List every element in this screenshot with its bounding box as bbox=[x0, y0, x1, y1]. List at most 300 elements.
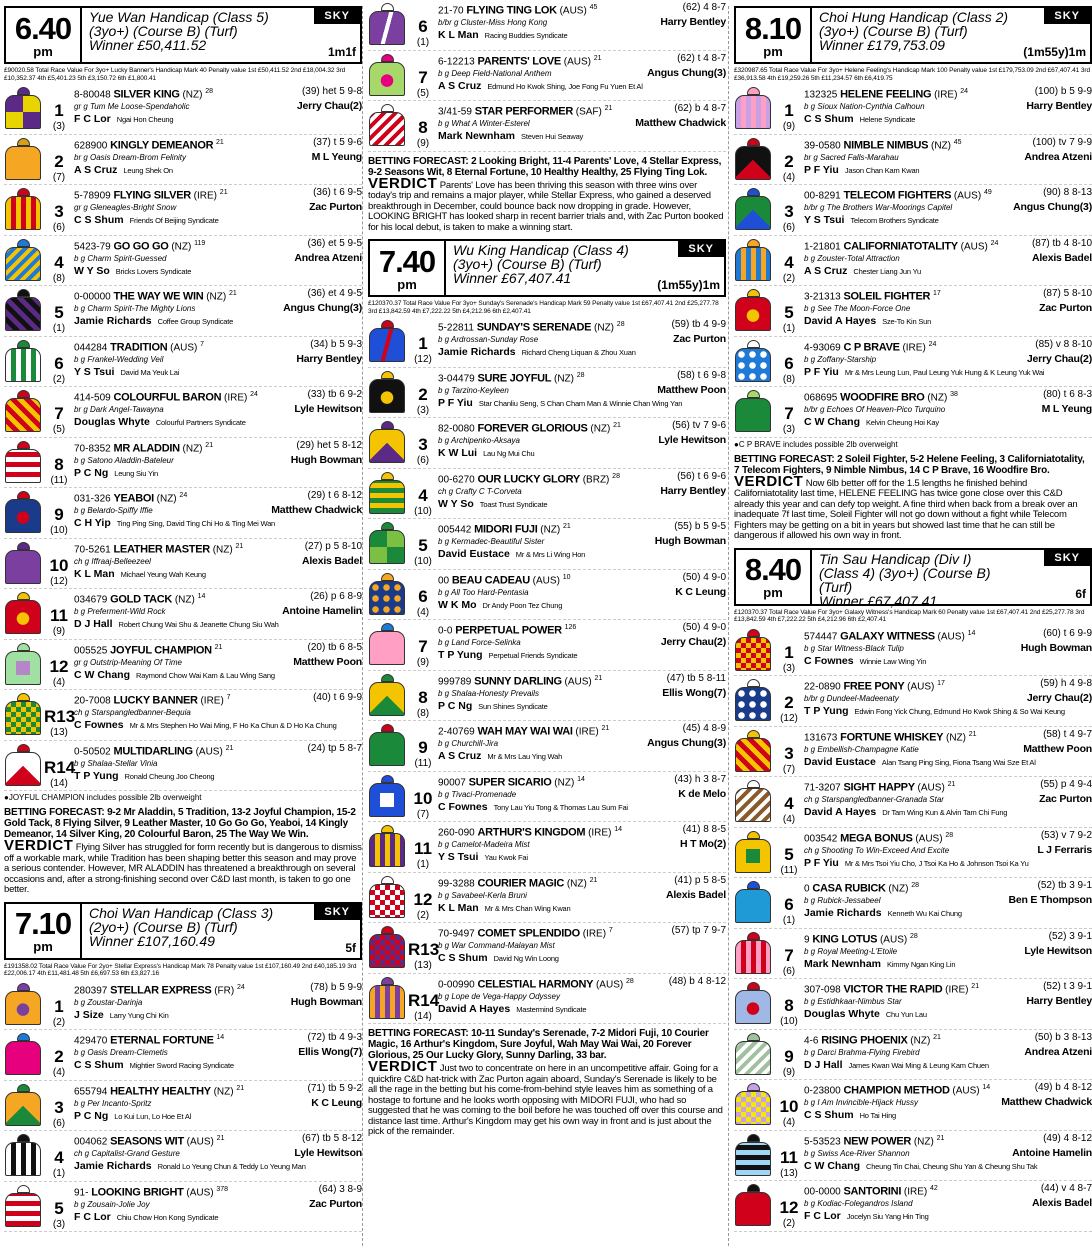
horse-suffix: (NZ) bbox=[182, 89, 203, 101]
horse-name[interactable]: WOODFIRE BRO bbox=[840, 391, 925, 404]
runner-trainer: Jamie Richards bbox=[74, 1160, 152, 1173]
silk-cap bbox=[747, 932, 760, 940]
horse-suffix: (IRE) bbox=[200, 695, 224, 707]
runner-row[interactable] bbox=[4, 589, 362, 640]
silk-icon bbox=[368, 371, 406, 415]
horse-name[interactable]: ARTHUR'S KINGDOM bbox=[477, 826, 586, 839]
runner-draw: (4) bbox=[782, 814, 796, 825]
horse-wins: 24 bbox=[179, 492, 188, 499]
runner-number-col bbox=[774, 1082, 804, 1128]
horse-name[interactable]: MR ALADDIN bbox=[113, 441, 180, 454]
horse-name[interactable]: C P BRAVE bbox=[843, 340, 900, 353]
horse-name[interactable]: COMET SPLENDIDO bbox=[477, 927, 580, 940]
silk-icon bbox=[368, 775, 406, 819]
horse-name[interactable]: VICTOR THE RAPID bbox=[843, 983, 943, 996]
runner-form: 628900 bbox=[74, 139, 108, 151]
runner-row[interactable] bbox=[734, 286, 1092, 337]
runner-row[interactable] bbox=[734, 337, 1092, 388]
runner-pedigree: b g Land Force-Selinka bbox=[438, 638, 521, 648]
silk-icon bbox=[368, 926, 406, 970]
runner-row[interactable] bbox=[734, 727, 1092, 778]
horse-name[interactable]: COLOURFUL BARON bbox=[113, 391, 222, 404]
horse-name[interactable]: FLYING TING LOK bbox=[466, 4, 557, 17]
runner-row[interactable] bbox=[734, 387, 1092, 438]
runner-draw: (2) bbox=[782, 1218, 796, 1229]
runner-rating: (57) bbox=[671, 925, 690, 936]
runner-row[interactable] bbox=[4, 741, 362, 792]
runner-line3 bbox=[438, 749, 726, 764]
runner-jockey: Lyle Hewitson bbox=[1024, 944, 1092, 957]
runner-form: 003542 bbox=[804, 832, 838, 844]
runner-row[interactable] bbox=[368, 923, 726, 974]
runner-number-col bbox=[774, 779, 804, 825]
runner-number-col bbox=[44, 1133, 74, 1179]
runner-row[interactable] bbox=[4, 286, 362, 337]
horse-wins: 45 bbox=[953, 138, 962, 146]
race-r740 bbox=[368, 239, 726, 1138]
runner-info bbox=[74, 1131, 362, 1174]
horse-name[interactable]: SILVER KING bbox=[113, 88, 180, 101]
runner-jockey: Lyle Hewitson bbox=[294, 1147, 362, 1160]
runner-age: et 5 bbox=[328, 237, 345, 249]
runner-row[interactable] bbox=[4, 1131, 362, 1182]
silk-icon bbox=[734, 982, 772, 1026]
horse-name[interactable]: CALIFORNIATOTALITY bbox=[843, 239, 958, 252]
runner-age: b 5 bbox=[330, 338, 345, 350]
runner-row[interactable] bbox=[368, 772, 726, 823]
runner-line3 bbox=[804, 755, 1092, 770]
runner-number-col bbox=[408, 420, 438, 466]
runner-owner: Leung Shek On bbox=[123, 165, 173, 175]
horse-name[interactable]: LEATHER MASTER bbox=[113, 542, 210, 555]
runner-line1 bbox=[74, 137, 362, 152]
runner-trainer: P F Yiu bbox=[438, 396, 473, 409]
rating-age-weight bbox=[1040, 779, 1092, 794]
runner-form: 4-6 bbox=[804, 1034, 819, 1046]
runner-row[interactable] bbox=[734, 1181, 1092, 1232]
horse-name[interactable]: SUPER SICARIO bbox=[468, 775, 552, 788]
runner-form: 22-0890 bbox=[804, 681, 841, 693]
runner-number: 7 bbox=[418, 637, 428, 656]
runner-line1 bbox=[804, 1082, 1092, 1097]
silk-icon bbox=[734, 1033, 772, 1077]
runner-number: 12 bbox=[49, 656, 69, 676]
runner-row[interactable] bbox=[4, 185, 362, 236]
runner-rating: (50) bbox=[682, 571, 701, 583]
rating-age-weight bbox=[1041, 830, 1092, 845]
horse-name[interactable]: RISING PHOENIX bbox=[821, 1033, 908, 1046]
runner-number-col bbox=[44, 440, 74, 486]
horse-name[interactable]: STAR PERFORMER bbox=[474, 105, 573, 118]
horse-name[interactable]: CELESTIAL HARMONY bbox=[477, 977, 594, 990]
horse-name[interactable]: FLYING SILVER bbox=[113, 189, 191, 202]
silk-cap bbox=[381, 104, 394, 112]
runner-pedigree: b g Rubick-Jessabeel bbox=[804, 896, 881, 906]
runner-line1 bbox=[804, 931, 1092, 946]
runner-info bbox=[804, 929, 1092, 972]
horse-name[interactable]: NIMBLE NIMBUS bbox=[843, 138, 929, 151]
rating-age-weight bbox=[1043, 628, 1092, 643]
horse-wins: 17 bbox=[937, 680, 945, 687]
horse-name[interactable]: TRADITION bbox=[110, 340, 168, 353]
runner-rating: (87) bbox=[1031, 237, 1050, 249]
runner-number: 5 bbox=[54, 303, 64, 322]
runner-row[interactable] bbox=[734, 878, 1092, 929]
runner-draw: (13) bbox=[414, 960, 432, 971]
runner-weight: 9-5 bbox=[347, 187, 362, 198]
runner-line3 bbox=[74, 415, 362, 430]
runner-draw: (1) bbox=[52, 323, 66, 334]
runner-row[interactable] bbox=[4, 1081, 362, 1132]
runner-number-col bbox=[408, 53, 438, 99]
silk-body bbox=[5, 752, 41, 786]
runner-row[interactable] bbox=[368, 671, 726, 722]
runner-line1 bbox=[438, 723, 726, 738]
horse-suffix: (NZ) bbox=[594, 322, 615, 334]
rating-age-weight bbox=[1035, 1032, 1092, 1047]
silk-cap bbox=[747, 1184, 760, 1192]
runner-form: 00 bbox=[438, 574, 450, 586]
horse-name[interactable]: HEALTHY HEALTHY bbox=[110, 1084, 211, 1097]
horse-name[interactable]: ETERNAL FORTUNE bbox=[110, 1034, 214, 1047]
runner-form: 9 bbox=[804, 933, 810, 945]
runner-line2 bbox=[804, 794, 1092, 805]
runner-row[interactable] bbox=[368, 0, 726, 51]
runner-pedigree: b g Frankel-Wedding Veil bbox=[74, 354, 164, 364]
runner-draw: (6) bbox=[782, 222, 796, 233]
runner-row[interactable] bbox=[368, 974, 726, 1025]
runner-line3 bbox=[804, 906, 1092, 921]
silk-icon bbox=[734, 340, 772, 384]
horse-name[interactable]: NEW POWER bbox=[843, 1134, 912, 1147]
horse-name[interactable]: GO GO GO bbox=[113, 239, 169, 252]
horse-name[interactable]: SUNNY DARLING bbox=[474, 674, 562, 687]
runner-info bbox=[438, 519, 726, 562]
runner-number-col bbox=[44, 1032, 74, 1078]
horse-name[interactable]: THE WAY WE WIN bbox=[113, 290, 204, 303]
runner-rating: (59) bbox=[1040, 678, 1059, 689]
runner-info bbox=[438, 923, 726, 966]
horse-name[interactable]: SEASONS WIT bbox=[110, 1135, 184, 1148]
runner-owner: Steven Hui Seaway bbox=[521, 132, 584, 142]
silk-icon bbox=[4, 542, 42, 586]
runner-row[interactable] bbox=[368, 469, 726, 520]
runner-line2 bbox=[74, 253, 362, 264]
horse-name[interactable]: CASA RUBICK bbox=[812, 882, 886, 895]
runner-owner: Ho Tai Hing bbox=[859, 1111, 897, 1121]
runner-row[interactable] bbox=[4, 387, 362, 438]
runner-jockey: Harry Bentley bbox=[296, 352, 362, 365]
horse-name[interactable]: SOLEIL FIGHTER bbox=[843, 290, 931, 303]
runner-row[interactable] bbox=[4, 135, 362, 186]
runner-number: 10 bbox=[413, 788, 433, 808]
horse-name[interactable]: SIGHT HAPPY bbox=[843, 781, 915, 794]
runner-row[interactable] bbox=[4, 690, 362, 741]
runner-pedigree: gr g Tum Me Loose-Spendaholic bbox=[74, 102, 190, 112]
runner-row[interactable] bbox=[734, 84, 1092, 135]
runner-rating: (72) bbox=[307, 1032, 326, 1043]
silk-cap bbox=[17, 1134, 30, 1142]
race-subtitle: (3yo+) (Course B) (Turf) bbox=[89, 23, 238, 39]
horse-name[interactable]: STELLAR EXPRESS bbox=[110, 983, 212, 996]
rating-age-weight bbox=[1043, 1133, 1092, 1148]
runner-pedigree: b g Per Incanto-Spritz bbox=[74, 1098, 152, 1108]
silk-body bbox=[369, 884, 405, 918]
silk-cap bbox=[17, 693, 30, 701]
runner-row[interactable] bbox=[368, 101, 726, 152]
runner-owner: Mr & Mrs Chan Wing Kwan bbox=[484, 903, 571, 913]
horse-name[interactable]: LOOKING BRIGHT bbox=[91, 1185, 184, 1198]
horse-suffix: (NZ) bbox=[554, 776, 575, 788]
silk-cap bbox=[17, 1185, 30, 1193]
runner-draw: (4) bbox=[782, 1117, 796, 1128]
runner-trainer: A S Cruz bbox=[438, 79, 482, 92]
silk-cap bbox=[17, 1084, 30, 1092]
runner-number-col bbox=[408, 319, 438, 365]
runner-line1 bbox=[804, 981, 1092, 996]
horse-name[interactable]: SUNDAY'S SERENADE bbox=[476, 321, 592, 334]
silk-body bbox=[735, 398, 771, 432]
runner-weight: 9-8 bbox=[1077, 678, 1092, 689]
runner-owner: Star Chanliu Seng, S Chan Cham Man & Winnie Chan Wing Yan bbox=[478, 398, 683, 408]
horse-name[interactable]: LUCKY BANNER bbox=[113, 694, 198, 707]
runner-owner: Larry Yung Chi Kin bbox=[109, 1010, 169, 1020]
runner-row[interactable] bbox=[368, 873, 726, 924]
runner-rating: (49) bbox=[1034, 1082, 1053, 1093]
rating-age-weight bbox=[1032, 238, 1092, 253]
runner-line2 bbox=[804, 1097, 1092, 1108]
runner-row[interactable] bbox=[368, 368, 726, 419]
runner-row[interactable] bbox=[4, 1182, 362, 1233]
runner-row[interactable] bbox=[4, 337, 362, 388]
horse-name[interactable]: WAH MAY WAI WAI bbox=[477, 725, 573, 738]
silk-cap bbox=[747, 87, 760, 95]
runner-row[interactable] bbox=[734, 185, 1092, 236]
rating-age-weight bbox=[302, 86, 362, 101]
runner-line1 bbox=[804, 628, 1092, 643]
runner-line1 bbox=[804, 830, 1092, 845]
runner-line2 bbox=[438, 536, 726, 547]
runner-draw: (11) bbox=[780, 864, 798, 876]
runner-owner: Dr Andy Poon Tez Chung bbox=[482, 600, 563, 610]
race-time-pm: pm bbox=[397, 276, 417, 292]
runner-row[interactable] bbox=[734, 236, 1092, 287]
verdict-text: Just two to concentrate on here in an uncompetitive affair. Going for a quickfire C&D hat-trick with Zac Purton again aboard, Sunday's Serenade is likely to be all the rage in the betting but his come-from-behind style leaves him as something of a hostage to fortune and he looks worth opposing with MIDORI FUJI, who had so suggested that he was coming to the boil before he was touched off over this course and distance last time. Arthur's Kingdom may get his own way in front and is just about the pick of the remainder. bbox=[368, 1063, 723, 1137]
runner-line3 bbox=[804, 314, 1092, 329]
runner-info bbox=[804, 727, 1092, 770]
horse-name[interactable]: SURE JOYFUL bbox=[477, 371, 552, 384]
horse-name[interactable]: KINGLY DEMEANOR bbox=[110, 138, 214, 151]
runner-line3 bbox=[438, 800, 726, 815]
runner-line3 bbox=[438, 1002, 726, 1017]
runner-row[interactable] bbox=[734, 777, 1092, 828]
rating-age-weight bbox=[302, 1133, 362, 1148]
runner-line2 bbox=[804, 404, 1092, 415]
runner-weight: 8-10 bbox=[1071, 237, 1092, 249]
runner-row[interactable] bbox=[368, 51, 726, 102]
runner-row[interactable] bbox=[4, 236, 362, 287]
runner-row[interactable] bbox=[4, 980, 362, 1031]
rating-age-weight bbox=[308, 288, 363, 303]
runner-number: 6 bbox=[418, 586, 428, 606]
runner-number-col bbox=[774, 628, 804, 674]
runner-line1 bbox=[804, 729, 1092, 744]
runner-form: 068695 bbox=[804, 392, 838, 404]
runner-row[interactable] bbox=[734, 1030, 1092, 1081]
horse-name[interactable]: MEGA BONUS bbox=[840, 831, 913, 844]
horse-name[interactable]: HELENE FEELING bbox=[840, 88, 932, 101]
runner-weight: 8-12 bbox=[705, 975, 726, 987]
runner-jockey: K C Leung bbox=[675, 585, 726, 598]
runner-form: 655794 bbox=[74, 1085, 108, 1097]
horse-name[interactable]: SANTORINI bbox=[843, 1185, 902, 1198]
runner-row[interactable] bbox=[4, 539, 362, 590]
runner-pedigree: b g Tarzino-Keyleen bbox=[438, 385, 509, 395]
runner-pedigree: b g Zoffany-Starship bbox=[804, 354, 877, 364]
runner-number: 3 bbox=[54, 1097, 64, 1117]
runner-form: 8-80048 bbox=[74, 89, 111, 101]
runner-row[interactable] bbox=[368, 317, 726, 368]
runner-age: t 6 bbox=[328, 490, 340, 501]
runner-form: 90007 bbox=[438, 776, 466, 788]
runner-row[interactable] bbox=[4, 640, 362, 691]
race-info bbox=[446, 241, 724, 295]
runner-row[interactable] bbox=[734, 929, 1092, 980]
silk-body bbox=[369, 11, 405, 45]
verdict-label: VERDICT bbox=[734, 472, 804, 490]
runner-owner: Mr & Mrs Tsoi Yiu Cho, J Tsoi Ka Ho & Johnson Tsoi Ka Yu bbox=[844, 858, 1029, 868]
runner-row[interactable] bbox=[368, 822, 726, 873]
silk-body bbox=[735, 738, 771, 772]
silk-icon bbox=[4, 744, 42, 788]
runner-trainer: K W Lui bbox=[438, 447, 478, 460]
runner-number: 2 bbox=[54, 151, 64, 171]
horse-name[interactable]: PARENTS' LOVE bbox=[477, 54, 561, 67]
runner-pedigree: b g Satono Aladdin-Bateleur bbox=[74, 455, 174, 465]
horse-wins: 10 bbox=[562, 573, 571, 581]
runner-line1 bbox=[438, 420, 726, 435]
runner-rating: (78) bbox=[310, 981, 329, 993]
horse-name[interactable]: COURIER MAGIC bbox=[477, 876, 565, 889]
runner-row[interactable] bbox=[734, 626, 1092, 677]
race-note: ●JOYFUL CHAMPION includes possible 2lb overweight bbox=[4, 793, 202, 802]
horse-name[interactable]: OUR LUCKY GLORY bbox=[477, 472, 580, 485]
runner-line1 bbox=[74, 1032, 362, 1047]
runner-row[interactable] bbox=[368, 721, 726, 772]
runner-pedigree: b g Churchill-Jira bbox=[438, 739, 499, 749]
rating-age-weight bbox=[683, 824, 726, 839]
runner-draw: (11) bbox=[50, 474, 68, 486]
horse-name[interactable]: GOLD TACK bbox=[110, 593, 173, 606]
horse-name[interactable]: PERPETUAL POWER bbox=[455, 624, 562, 637]
runner-row[interactable] bbox=[4, 84, 362, 135]
race-time-pm: pm bbox=[33, 939, 53, 954]
race-verdict bbox=[368, 174, 726, 234]
horse-wins: 21 bbox=[205, 441, 214, 449]
runner-draw: (6) bbox=[782, 965, 796, 977]
runner-row[interactable] bbox=[368, 570, 726, 621]
race-winner-prize: Winner £179,753.09 bbox=[819, 37, 945, 53]
horse-wins: 49 bbox=[983, 189, 992, 196]
runner-pedigree: b g Tivaci-Promenade bbox=[438, 789, 517, 799]
runner-line3 bbox=[438, 396, 726, 411]
runner-owner: Friends Of Beijing Syndicate bbox=[129, 216, 219, 226]
runner-row[interactable] bbox=[734, 135, 1092, 186]
horse-name[interactable]: CHAMPION METHOD bbox=[843, 1084, 950, 1097]
runner-row[interactable] bbox=[368, 418, 726, 469]
horse-name[interactable]: GALAXY WITNESS bbox=[840, 629, 935, 642]
horse-suffix: (AUS) bbox=[170, 341, 198, 353]
runner-row[interactable] bbox=[368, 620, 726, 671]
horse-wins: 21 bbox=[216, 1135, 225, 1142]
horse-name[interactable]: BEAU CADEAU bbox=[451, 573, 530, 586]
runner-row[interactable] bbox=[734, 1080, 1092, 1131]
silk-body bbox=[735, 1091, 771, 1125]
silk-body bbox=[735, 990, 771, 1024]
horse-name[interactable]: KING LOTUS bbox=[812, 932, 878, 945]
runner-weight: 8-12 bbox=[341, 1133, 362, 1144]
runner-draw: (8) bbox=[782, 373, 796, 385]
runner-number: 4 bbox=[784, 794, 794, 813]
runner-row[interactable] bbox=[734, 828, 1092, 879]
runner-draw: (2) bbox=[782, 272, 796, 284]
horse-name[interactable]: MIDORI FUJI bbox=[474, 523, 538, 536]
runner-info bbox=[74, 135, 362, 178]
runner-form: 00-6270 bbox=[438, 473, 475, 485]
runner-owner: Raymond Chow Wai Kam & Lau Wing Sang bbox=[136, 670, 275, 680]
runner-line1 bbox=[804, 880, 1092, 895]
horse-name[interactable]: MULTIDARLING bbox=[113, 744, 193, 757]
runner-row[interactable] bbox=[4, 488, 362, 539]
horse-name[interactable]: FOREVER GLORIOUS bbox=[477, 422, 588, 435]
rating-age-weight bbox=[1043, 981, 1092, 996]
horse-name[interactable]: YEABOI bbox=[113, 492, 154, 505]
silk-body bbox=[5, 297, 41, 331]
horse-name[interactable]: FREE PONY bbox=[843, 680, 905, 693]
runner-owner: Telecom Brothers Syndicate bbox=[850, 216, 939, 226]
horse-suffix: (AUS) bbox=[937, 630, 965, 642]
runner-form: 82-0080 bbox=[438, 423, 475, 435]
runner-row[interactable] bbox=[368, 519, 726, 570]
rating-age-weight bbox=[1043, 187, 1092, 202]
runner-row[interactable] bbox=[734, 676, 1092, 727]
horse-suffix: (NZ) bbox=[566, 877, 587, 889]
silk-body bbox=[369, 985, 405, 1019]
runner-number-col bbox=[774, 187, 804, 233]
runner-weight: 9-0 bbox=[711, 622, 726, 633]
runner-title bbox=[74, 591, 205, 606]
horse-name[interactable]: JOYFUL CHAMPION bbox=[110, 643, 212, 656]
runner-weight: 8-7 bbox=[711, 103, 726, 114]
runner-row[interactable] bbox=[4, 438, 362, 489]
runner-age: tb 5 bbox=[328, 1082, 345, 1094]
silk-cap bbox=[381, 371, 394, 379]
horse-name[interactable]: FORTUNE WHISKEY bbox=[840, 730, 944, 743]
race-name: Yue Wan Handicap (Class 5) bbox=[89, 9, 269, 25]
runner-row[interactable] bbox=[734, 1131, 1092, 1182]
race-name: Choi Wan Handicap (Class 3) bbox=[89, 904, 274, 921]
runner-jockey: Hugh Bowman bbox=[290, 453, 362, 466]
runner-number-col bbox=[44, 288, 74, 334]
horse-name[interactable]: TELECOM FIGHTERS bbox=[843, 189, 952, 202]
runner-number: 3 bbox=[54, 202, 64, 221]
silk-body bbox=[369, 682, 405, 716]
runner-rating: (62) bbox=[674, 103, 693, 114]
runner-weight: 8-12 bbox=[1071, 1082, 1092, 1093]
runner-row[interactable] bbox=[4, 1030, 362, 1081]
runner-trainer: D J Hall bbox=[74, 618, 113, 631]
runner-row[interactable] bbox=[734, 979, 1092, 1030]
